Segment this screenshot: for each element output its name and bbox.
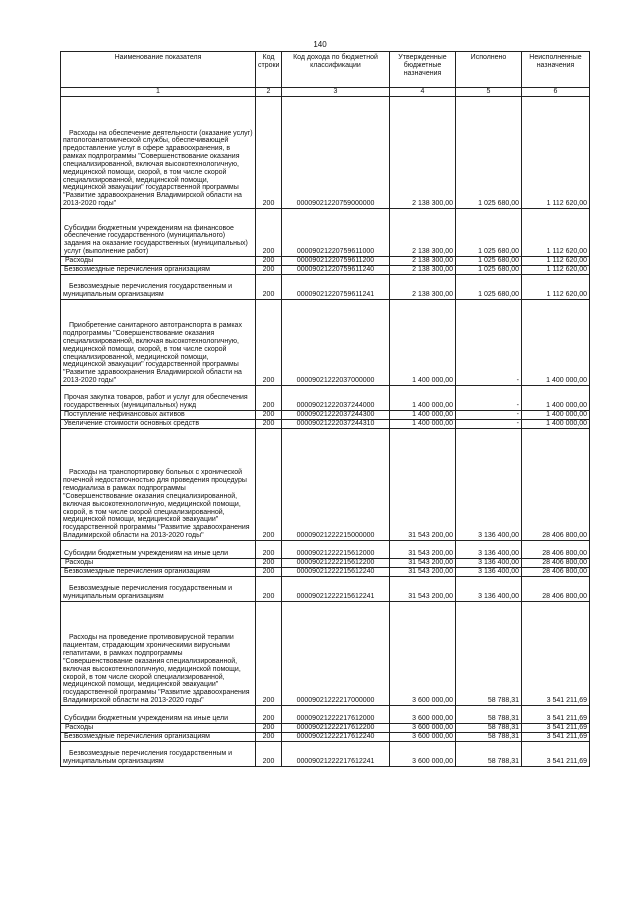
row-unexecuted: 28 406 800,00 (522, 567, 590, 576)
row-executed: 1 025 680,00 (456, 265, 522, 274)
row-unexecuted: 28 406 800,00 (522, 428, 590, 540)
row-executed: 3 136 400,00 (456, 576, 522, 601)
row-name: Расходы (61, 723, 256, 732)
table-row (61, 274, 590, 299)
table-row (61, 265, 590, 274)
row-budget-code: 00009021222217612240 (282, 732, 390, 741)
row-executed: 58 788,31 (456, 723, 522, 732)
row-budget-code: 00009021222217612000 (282, 705, 390, 723)
row-code: 200 (256, 428, 282, 540)
row-unexecuted: 3 541 211,69 (522, 723, 590, 732)
row-budget-code: 00009021222215000000 (282, 428, 390, 540)
budget-execution-table (60, 51, 590, 767)
row-unexecuted: 1 112 620,00 (522, 96, 590, 208)
row-executed: - (456, 299, 522, 385)
table-row (61, 576, 590, 601)
row-code: 200 (256, 265, 282, 274)
row-executed: 58 788,31 (456, 601, 522, 705)
row-name: Безвозмездные перечисления организациям (61, 265, 256, 274)
row-executed: - (456, 385, 522, 410)
row-code: 200 (256, 732, 282, 741)
table-row (61, 299, 590, 385)
row-approved: 3 600 000,00 (390, 723, 456, 732)
row-name: Расходы (61, 558, 256, 567)
row-code: 200 (256, 274, 282, 299)
row-approved: 2 138 300,00 (390, 265, 456, 274)
row-budget-code: 00009021222217000000 (282, 601, 390, 705)
row-unexecuted: 3 541 211,69 (522, 601, 590, 705)
row-unexecuted: 1 112 620,00 (522, 265, 590, 274)
row-name: Безвозмездные перечисления государственным и муниципальным организациям (61, 741, 256, 766)
row-name: Субсидии бюджетным учреждениям на иные цели (61, 705, 256, 723)
header-row (61, 52, 590, 88)
header-line-code: Код строки (256, 52, 282, 88)
table-row (61, 419, 590, 428)
header-unexecuted: Неисполненные назначения (522, 52, 590, 88)
row-executed: 1 025 680,00 (456, 208, 522, 256)
row-approved: 3 600 000,00 (390, 601, 456, 705)
column-number: 2 (256, 88, 282, 97)
row-name: Безвозмездные перечисления организациям (61, 732, 256, 741)
row-budget-code: 00009021222215612240 (282, 567, 390, 576)
row-budget-code: 00009021222215612000 (282, 540, 390, 558)
row-approved: 1 400 000,00 (390, 410, 456, 419)
table-row (61, 567, 590, 576)
row-name: Расходы на проведение противовирусной терапии пациентам, страдающим хроническими вирусными гепатитами, в рамках подпрограммы "Совершенствование оказания специализированной, включая высокотехнологичную, медицинской помощи, скорой, в том числе скорой специализированной, медицинской помощи, медицинской эвакуации" государственной программы "Развитие здравоохранения Владимирской области на 2013-2020 годы" (61, 601, 256, 705)
row-name: Безвозмездные перечисления государственным и муниципальным организациям (61, 274, 256, 299)
table-row (61, 385, 590, 410)
row-code: 200 (256, 558, 282, 567)
table-row (61, 601, 590, 705)
row-unexecuted: 1 112 620,00 (522, 256, 590, 265)
column-number: 3 (282, 88, 390, 97)
column-number: 6 (522, 88, 590, 97)
row-executed: 3 136 400,00 (456, 558, 522, 567)
table-row (61, 540, 590, 558)
row-code: 200 (256, 723, 282, 732)
row-executed: 58 788,31 (456, 705, 522, 723)
row-approved: 1 400 000,00 (390, 299, 456, 385)
row-budget-code: 00009021222037000000 (282, 299, 390, 385)
row-executed: - (456, 410, 522, 419)
row-unexecuted: 1 112 620,00 (522, 274, 590, 299)
header-approved: Утвержденные бюджетные назначения (390, 52, 456, 88)
row-code: 200 (256, 256, 282, 265)
row-unexecuted: 3 541 211,69 (522, 705, 590, 723)
row-code: 200 (256, 741, 282, 766)
row-executed: 3 136 400,00 (456, 540, 522, 558)
row-unexecuted: 3 541 211,69 (522, 732, 590, 741)
row-name: Увеличение стоимости основных средств (61, 419, 256, 428)
row-budget-code: 00009021220759611000 (282, 208, 390, 256)
row-name: Субсидии бюджетным учреждениям на финансовое обеспечение государственного (муниципального) задания на оказание государственных (муниципальных) услуг (выполнение работ) (61, 208, 256, 256)
row-name: Расходы на обеспечение деятельности (оказание услуг) патологоанатомической службы, обеспечивающей предоставление услуг в сфере здравоохранения, в рамках подпрограммы "Совершенствование оказания специализированной, включая высокотехнологичную, медицинской помощи, скорой, в том числе скорой специализированной, медицинской помощи, медицинской эвакуации" государственной программы "Развитие здравоохранения Владимирской области на 2013-2020 годы" (61, 96, 256, 208)
row-approved: 31 543 200,00 (390, 558, 456, 567)
row-approved: 3 600 000,00 (390, 705, 456, 723)
row-unexecuted: 28 406 800,00 (522, 558, 590, 567)
row-budget-code: 00009021220759611241 (282, 274, 390, 299)
row-approved: 2 138 300,00 (390, 96, 456, 208)
table-row (61, 732, 590, 741)
table-row (61, 208, 590, 256)
page-number: 140 (313, 40, 327, 49)
row-approved: 1 400 000,00 (390, 419, 456, 428)
row-budget-code: 00009021222217612200 (282, 723, 390, 732)
row-executed: 1 025 680,00 (456, 274, 522, 299)
row-executed: - (456, 419, 522, 428)
row-code: 200 (256, 576, 282, 601)
row-code: 200 (256, 96, 282, 208)
row-unexecuted: 28 406 800,00 (522, 576, 590, 601)
row-unexecuted: 1 400 000,00 (522, 385, 590, 410)
row-executed: 58 788,31 (456, 732, 522, 741)
table-row (61, 410, 590, 419)
row-approved: 1 400 000,00 (390, 385, 456, 410)
row-approved: 3 600 000,00 (390, 732, 456, 741)
column-number: 5 (456, 88, 522, 97)
header-executed: Исполнено (456, 52, 522, 88)
row-approved: 3 600 000,00 (390, 741, 456, 766)
row-budget-code: 00009021220759611200 (282, 256, 390, 265)
row-budget-code: 00009021222215612241 (282, 576, 390, 601)
row-executed: 1 025 680,00 (456, 256, 522, 265)
row-budget-code: 00009021222037244000 (282, 385, 390, 410)
row-name: Поступление нефинансовых активов (61, 410, 256, 419)
row-executed: 58 788,31 (456, 741, 522, 766)
header-indicator-name: Наименование показателя (61, 52, 256, 88)
row-code: 200 (256, 385, 282, 410)
row-code: 200 (256, 208, 282, 256)
row-unexecuted: 3 541 211,69 (522, 741, 590, 766)
row-budget-code: 00009021222037244310 (282, 419, 390, 428)
table-row (61, 96, 590, 208)
row-budget-code: 00009021222217612241 (282, 741, 390, 766)
row-code: 200 (256, 567, 282, 576)
row-name: Прочая закупка товаров, работ и услуг для обеспечения государственных (муниципальных) нужд (61, 385, 256, 410)
row-code: 200 (256, 540, 282, 558)
row-unexecuted: 1 400 000,00 (522, 410, 590, 419)
row-executed: 1 025 680,00 (456, 96, 522, 208)
row-name: Расходы (61, 256, 256, 265)
table-row (61, 705, 590, 723)
row-unexecuted: 1 112 620,00 (522, 208, 590, 256)
row-approved: 31 543 200,00 (390, 576, 456, 601)
row-code: 200 (256, 410, 282, 419)
row-budget-code: 00009021220759611240 (282, 265, 390, 274)
row-approved: 2 138 300,00 (390, 256, 456, 265)
row-approved: 31 543 200,00 (390, 540, 456, 558)
row-name: Субсидии бюджетным учреждениям на иные цели (61, 540, 256, 558)
row-approved: 2 138 300,00 (390, 274, 456, 299)
table-row (61, 558, 590, 567)
row-approved: 31 543 200,00 (390, 428, 456, 540)
row-unexecuted: 1 400 000,00 (522, 419, 590, 428)
row-name: Приобретение санитарного автотранспорта в рамках подпрограммы "Совершенствование оказания специализированной, включая высокотехнологичную, медицинской помощи, скорой, в том числе скорой специализированной, медицинской помощи, медицинской эвакуации" государственной программы "Развитие здравоохранения Владимирской области на 2013-2020 годы" (61, 299, 256, 385)
row-budget-code: 00009021222037244300 (282, 410, 390, 419)
table-row (61, 428, 590, 540)
row-executed: 3 136 400,00 (456, 567, 522, 576)
row-executed: 3 136 400,00 (456, 428, 522, 540)
row-code: 200 (256, 705, 282, 723)
row-code: 200 (256, 419, 282, 428)
row-approved: 31 543 200,00 (390, 567, 456, 576)
row-budget-code: 00009021222215612200 (282, 558, 390, 567)
table-row (61, 741, 590, 766)
row-approved: 2 138 300,00 (390, 208, 456, 256)
row-unexecuted: 1 400 000,00 (522, 299, 590, 385)
row-unexecuted: 28 406 800,00 (522, 540, 590, 558)
row-name: Безвозмездные перечисления организациям (61, 567, 256, 576)
column-number-row (61, 88, 590, 97)
column-number: 4 (390, 88, 456, 97)
row-code: 200 (256, 299, 282, 385)
header-budget-code: Код дохода по бюджетной классификации (282, 52, 390, 88)
table-row (61, 723, 590, 732)
row-code: 200 (256, 601, 282, 705)
row-name: Расходы на транспортировку больных с хронической почечной недостаточностью для проведения процедуры гемодиализа в рамках подпрограммы "Совершенствование оказания специализированной, включая высокотехнологичную, медицинской помощи, скорой, в том числе скорой специализированной, медицинской помощи, медицинской эвакуации" государственной программы "Развитие здравоохранения Владимирской области на 2013-2020 годы" (61, 428, 256, 540)
column-number: 1 (61, 88, 256, 97)
row-budget-code: 00009021220759000000 (282, 96, 390, 208)
row-name: Безвозмездные перечисления государственным и муниципальным организациям (61, 576, 256, 601)
table-row (61, 256, 590, 265)
